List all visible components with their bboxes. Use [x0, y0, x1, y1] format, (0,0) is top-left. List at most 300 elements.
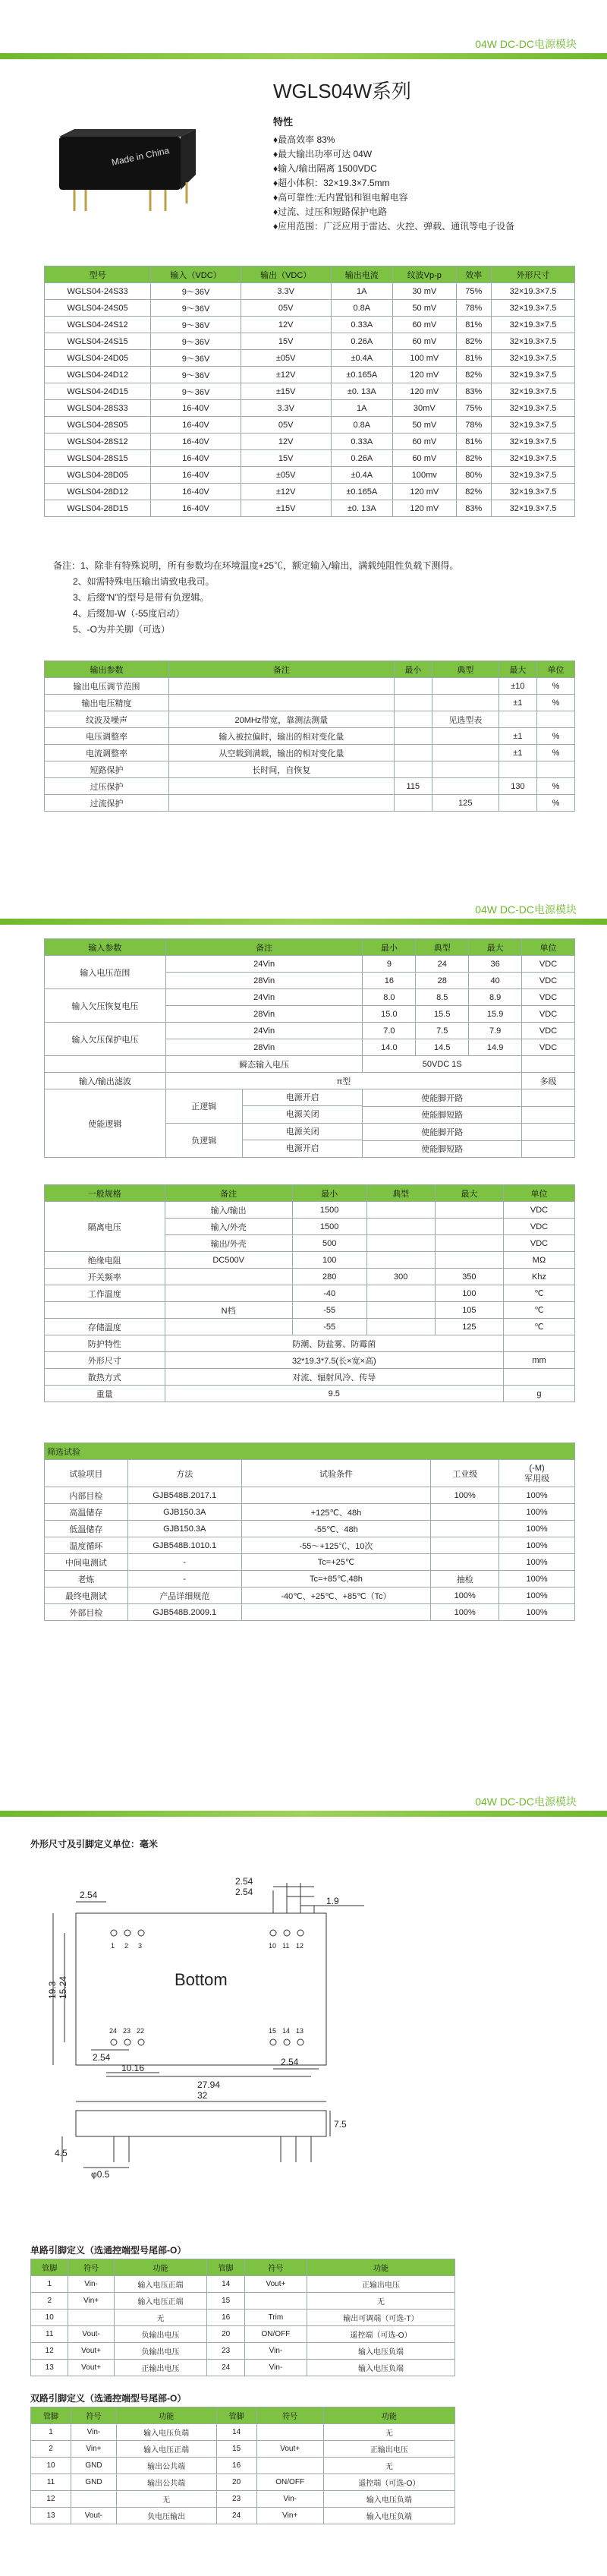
table-cell: MΩ — [503, 1252, 574, 1269]
table-row — [45, 1089, 575, 1107]
note-line: 5、-O为并关脚（可选） — [73, 624, 171, 635]
table-cell — [168, 795, 394, 812]
table-cell: 输入/输出滤波 — [45, 1073, 166, 1089]
col-header: 输入（VDC） — [151, 266, 241, 283]
table-row — [45, 383, 575, 400]
table-cell — [431, 1504, 499, 1521]
table-cell: 100% — [499, 1521, 575, 1537]
table-cell: 350 — [435, 1269, 503, 1285]
col-header: 方法 — [127, 1460, 241, 1487]
pin-number: 2 — [124, 1942, 129, 1950]
table-cell: 使能脚开路 — [363, 1089, 522, 1107]
table-cell — [165, 1089, 363, 1124]
table-row — [45, 956, 575, 973]
table-cell: 100% — [431, 1604, 499, 1621]
table-cell: 05V — [241, 300, 331, 317]
table-cell: +125℃、48h — [241, 1504, 431, 1521]
table-cell: 32×19.3×7.5 — [491, 434, 574, 450]
table-cell: 电源开启 — [243, 1089, 363, 1106]
features-title: 特性 — [273, 116, 294, 128]
col-header: 工业级 — [431, 1460, 499, 1487]
table-cell: 1A — [331, 283, 393, 300]
table-cell: GND — [71, 2458, 117, 2474]
table-cell: 24 — [416, 956, 469, 973]
table-cell: N档 — [165, 1302, 292, 1319]
table-cell: Vout+ — [256, 2441, 323, 2458]
table-cell — [432, 761, 498, 778]
table-cell: 100% — [499, 1571, 575, 1588]
table-cell: 15V — [241, 450, 331, 467]
table-cell: WGLS04-28S12 — [45, 434, 151, 450]
table-cell: GJB548B.1010.1 — [127, 1537, 241, 1554]
table-cell: ±12V — [241, 484, 331, 500]
table-title: 筛选试验 — [45, 1443, 575, 1460]
table-cell: - — [127, 1554, 241, 1571]
table-cell — [366, 1202, 435, 1219]
table-cell: π型 — [165, 1073, 521, 1089]
dim-label: 19.3 — [47, 1981, 58, 1999]
table-cell — [165, 1269, 292, 1285]
table-cell: ±1 — [498, 728, 536, 745]
table-cell: 0.33A — [331, 317, 393, 333]
table-cell: 60 mV — [393, 333, 457, 350]
table-cell: 1A — [331, 400, 393, 417]
table-cell: 300 — [366, 1269, 435, 1285]
table-cell: 无 — [307, 2293, 454, 2310]
table-cell — [432, 745, 498, 761]
features-block — [273, 114, 577, 234]
table-cell — [435, 1235, 503, 1252]
table-row — [45, 1252, 575, 1269]
table-cell: GJB548B.2009.1 — [127, 1604, 241, 1621]
table-cell: VDC — [503, 1235, 574, 1252]
table-row — [45, 761, 575, 778]
col-header: 效率 — [456, 266, 491, 283]
table-cell: 正输出电压 — [307, 2276, 454, 2293]
table-cell: 无 — [323, 2458, 454, 2474]
col-header: 纹波Vp-p — [393, 266, 457, 283]
table-cell: 见选型表 — [432, 711, 498, 728]
table-cell: 32×19.3×7.5 — [491, 400, 574, 417]
pin-number: 12 — [296, 1942, 304, 1950]
table-cell: ±12V — [241, 367, 331, 383]
table-cell: 50 mV — [393, 417, 457, 434]
table-cell: Vin+ — [68, 2293, 114, 2310]
table-cell: 使能脚短路 — [363, 1106, 522, 1124]
table-cell: 75% — [456, 283, 491, 300]
table-cell: ±0. 13A — [331, 383, 393, 400]
table-cell: 78% — [456, 417, 491, 434]
table-cell: 2 — [31, 2293, 68, 2310]
table-cell: 输入电压正端 — [114, 2276, 207, 2293]
table-cell: WGLS04-28D05 — [45, 467, 151, 484]
table-cell: 输入电压范围 — [45, 956, 166, 989]
table-cell: 32×19.3×7.5 — [491, 350, 574, 367]
table-row — [45, 989, 575, 1006]
table-cell: 82% — [456, 450, 491, 467]
table-cell — [394, 678, 432, 695]
dimension-title: 外形尺寸及引脚定义单位：毫米 — [30, 1839, 159, 1849]
table-cell: WGLS04-28S33 — [45, 400, 151, 417]
table-cell: 36 — [469, 956, 522, 973]
table-cell — [366, 1285, 435, 1302]
table-cell: 16-40V — [151, 467, 241, 484]
dim-label: 4.5 — [55, 2148, 68, 2158]
table-cell: 105 — [435, 1302, 503, 1319]
table-cell: 100% — [499, 1604, 575, 1621]
table-cell: Tc=+25℃ — [241, 1554, 431, 1571]
col-header-line: (-M) — [529, 1463, 545, 1473]
table-cell: WGLS04-24S33 — [45, 283, 151, 300]
dim-label: 1.9 — [326, 1896, 339, 1906]
table-cell: GJB150.3A — [127, 1521, 241, 1537]
table-cell: -40 — [292, 1285, 366, 1302]
table-cell: 低温储存 — [45, 1521, 128, 1537]
table-cell: % — [536, 728, 574, 745]
table-row — [45, 484, 575, 500]
table-cell: 24 — [216, 2508, 256, 2524]
table-cell: Vin- — [244, 2343, 307, 2360]
band-title: 04W DC-DC电源模块 — [475, 38, 577, 50]
table-cell: 输入电压负端 — [116, 2424, 216, 2441]
feature-item: ♦最大输出功率可达 04W — [273, 149, 373, 159]
table-cell: Vout+ — [68, 2360, 114, 2376]
table-row — [45, 1319, 575, 1335]
col-header: 试验项目 — [45, 1460, 128, 1487]
table-cell: % — [536, 678, 574, 695]
feature-item: ♦应用范围：广泛应用于雷达、火控、弹载、通讯等电子设备 — [273, 221, 515, 232]
table-cell: 120 mV — [393, 484, 457, 500]
table-row — [45, 434, 575, 450]
table-cell: -55 — [292, 1302, 366, 1319]
table-cell: Vout+ — [68, 2343, 114, 2360]
table-cell: 1500 — [292, 1219, 366, 1235]
table-cell — [165, 1285, 292, 1302]
table-cell: ON/OFF — [244, 2326, 307, 2343]
dim-label: 27.94 — [197, 2079, 221, 2090]
dim-label: 32 — [197, 2090, 208, 2101]
table-row — [45, 450, 575, 467]
table-cell: ±0.4A — [331, 467, 393, 484]
table-cell: 电压调整率 — [45, 728, 169, 745]
table-cell: 15.0 — [363, 1006, 416, 1023]
table-cell — [522, 1056, 575, 1073]
header-band — [0, 1796, 607, 1826]
table-cell: 28Vin — [165, 1039, 363, 1056]
table-cell: 9～36V — [151, 383, 241, 400]
table-cell: 500 — [292, 1235, 366, 1252]
table-row — [45, 333, 575, 350]
table-cell: 16-40V — [151, 417, 241, 434]
table-cell: 从空载到满载，输出的相对变化量 — [168, 745, 394, 761]
col-header: 最小 — [394, 661, 432, 678]
table-cell: 32×19.3×7.5 — [491, 450, 574, 467]
table-cell: WGLS04-24S12 — [45, 317, 151, 333]
col-header: 试验条件 — [241, 1460, 431, 1487]
table-cell: 120 mV — [393, 367, 457, 383]
note-line: 备注：1、除非有特殊说明，所有参数均在环境温度+25℃，额定输入/输出，满载纯阻性负载下测得。 — [53, 560, 459, 571]
table-cell: 9～36V — [151, 317, 241, 333]
table-cell: 3.3V — [241, 400, 331, 417]
table-cell: 32×19.3×7.5 — [491, 300, 574, 317]
table-cell: 开关频率 — [45, 1269, 165, 1285]
table-cell: GJB150.3A — [127, 1504, 241, 1521]
table-cell: 20 — [207, 2326, 244, 2343]
table-cell: WGLS04-24S05 — [45, 300, 151, 317]
single-pin-table — [30, 2259, 455, 2376]
table-cell — [498, 795, 536, 812]
table-cell — [256, 2458, 323, 2474]
table-cell — [256, 2424, 323, 2441]
table-row — [45, 1202, 575, 1219]
table-row — [45, 711, 575, 728]
table-cell: 12 — [31, 2491, 71, 2508]
table-cell — [168, 678, 394, 695]
col-header: 输入参数 — [45, 939, 166, 956]
note-line: 4、后缀加-W（-55度启动） — [73, 608, 185, 619]
table-cell: 14 — [216, 2424, 256, 2441]
table-cell: Vin- — [71, 2424, 117, 2441]
table-cell: Vin+ — [256, 2508, 323, 2524]
table-cell: VDC — [522, 989, 575, 1006]
pin-number: 24 — [109, 2027, 118, 2035]
table-cell: 1500 — [292, 1202, 366, 1219]
table-row — [31, 2293, 455, 2310]
table-cell: 输入电压负端 — [323, 2508, 454, 2524]
table-cell: - — [127, 1571, 241, 1588]
table-cell — [431, 1537, 499, 1554]
col-header: 符号 — [71, 2407, 117, 2424]
table-cell: 13 — [31, 2360, 68, 2376]
col-header: 管脚 — [31, 2259, 68, 2276]
table-cell: DC500V — [165, 1252, 292, 1269]
table-cell — [394, 695, 432, 711]
table-cell — [394, 761, 432, 778]
table-cell: 输入电压负端 — [307, 2360, 454, 2376]
table-cell: 温度循环 — [45, 1537, 128, 1554]
dual-pin-title: 双路引脚定义（选通控端型号尾部-O） — [30, 2393, 187, 2404]
table-cell: ±0.165A — [331, 484, 393, 500]
col-header: 输出参数 — [45, 661, 169, 678]
table-cell — [522, 1089, 575, 1107]
table-cell: 100% — [499, 1554, 575, 1571]
table-cell: 30 mV — [393, 283, 457, 300]
table-cell: 负电压输出 — [116, 2508, 216, 2524]
single-pin-title: 单路引脚定义（选通控端型号尾部-O） — [30, 2245, 187, 2256]
table-cell: 输入电压负端 — [323, 2491, 454, 2508]
table-cell: 40 — [469, 973, 522, 989]
dim-label: 10.16 — [121, 2063, 145, 2073]
table-cell: 短路保护 — [45, 761, 169, 778]
table-row — [45, 1504, 575, 1521]
table-cell — [503, 1369, 574, 1386]
notes-block — [53, 558, 458, 638]
table-row — [45, 1285, 575, 1302]
table-cell: 100mv — [393, 467, 457, 484]
table-cell: 高温储存 — [45, 1504, 128, 1521]
col-header: 管脚 — [31, 2407, 71, 2424]
col-header: 单位 — [536, 661, 574, 678]
table-cell: 16-40V — [151, 450, 241, 467]
product-image — [59, 129, 196, 220]
col-header: 备注 — [165, 1185, 292, 1202]
table-cell — [244, 2293, 307, 2310]
table-cell: 无 — [323, 2424, 454, 2441]
table-cell: 20 — [216, 2474, 256, 2491]
table-cell: 82% — [456, 367, 491, 383]
table-cell: 100 — [292, 1252, 366, 1269]
col-header: 外形尺寸 — [491, 266, 574, 283]
table-cell: 130 — [498, 778, 536, 795]
table-cell: ±0.165A — [331, 367, 393, 383]
table-cell: 120 mV — [393, 383, 457, 400]
table-cell: % — [536, 745, 574, 761]
table-cell: ±15V — [241, 383, 331, 400]
table-cell: VDC — [522, 1006, 575, 1023]
col-header: 功能 — [307, 2259, 454, 2276]
table-cell — [503, 1335, 574, 1352]
table-cell — [435, 1252, 503, 1269]
input-parameters-table — [44, 938, 575, 1158]
table-cell: 15 — [207, 2293, 244, 2310]
table-cell: 外形尺寸 — [45, 1352, 165, 1369]
table-cell: 2 — [31, 2441, 71, 2458]
table-cell: Vout+ — [244, 2276, 307, 2293]
table-row — [31, 2276, 455, 2293]
table-cell: -55 — [292, 1319, 366, 1335]
table-cell: 10 — [31, 2310, 68, 2326]
table-cell: VDC — [503, 1219, 574, 1235]
table-cell: 0.26A — [331, 333, 393, 350]
table-cell — [366, 1319, 435, 1335]
table-cell: 50 mV — [393, 300, 457, 317]
col-header: 符号 — [256, 2407, 323, 2424]
table-row — [45, 695, 575, 711]
table-cell: 14.0 — [363, 1039, 416, 1056]
table-cell: 24Vin — [165, 1023, 363, 1039]
table-cell: 115 — [394, 778, 432, 795]
dimension-drawing — [46, 1860, 440, 2179]
table-cell: ±10 — [498, 678, 536, 695]
table-cell: 78% — [456, 300, 491, 317]
table-cell: 使能脚开路 — [363, 1124, 522, 1141]
band-bar — [0, 919, 607, 925]
table-cell: 存储温度 — [45, 1319, 165, 1335]
table-cell: ±1 — [498, 745, 536, 761]
table-row — [45, 367, 575, 383]
table-cell: 瞬态输入电压 — [165, 1056, 363, 1073]
table-row — [45, 283, 575, 300]
table-cell: % — [536, 695, 574, 711]
table-cell: Vin- — [68, 2276, 114, 2293]
table-cell: 100% — [499, 1588, 575, 1604]
band-title: 04W DC-DC电源模块 — [475, 903, 577, 916]
table-row — [45, 1386, 575, 1402]
positive-logic-label: 正逻辑 — [191, 1102, 217, 1111]
table-cell — [435, 1219, 503, 1235]
table-cell — [394, 745, 432, 761]
table-cell: 10 — [31, 2458, 71, 2474]
pin-number: 14 — [282, 2027, 291, 2035]
table-cell: 80% — [456, 467, 491, 484]
table-cell: 0.26A — [331, 450, 393, 467]
table-row — [45, 1335, 575, 1352]
dim-label: 2.54 — [235, 1887, 253, 1897]
table-cell: WGLS04-24S15 — [45, 333, 151, 350]
table-cell: 60 mV — [393, 434, 457, 450]
table-cell: 9～36V — [151, 367, 241, 383]
table-row — [45, 678, 575, 695]
table-cell: g — [503, 1386, 574, 1402]
table-cell: 隔离电压 — [45, 1202, 165, 1252]
table-cell: 工作温度 — [45, 1285, 165, 1302]
table-cell — [394, 795, 432, 812]
table-cell: ON/OFF — [256, 2474, 323, 2491]
table-cell: 输出电压精度 — [45, 695, 169, 711]
table-row — [31, 2326, 455, 2343]
table-cell: 20MHz带宽，靠测法测量 — [168, 711, 394, 728]
col-header: 管脚 — [216, 2407, 256, 2424]
table-cell: 输出公共端 — [116, 2474, 216, 2491]
table-cell: 9.5 — [165, 1386, 503, 1402]
table-cell: 7.0 — [363, 1023, 416, 1039]
product-marking: Made in China — [110, 145, 171, 168]
table-cell: 12V — [241, 434, 331, 450]
table-cell: 125 — [435, 1319, 503, 1335]
table-row — [45, 417, 575, 434]
table-cell — [394, 711, 432, 728]
output-parameters-table — [44, 661, 575, 812]
col-header: 典型 — [432, 661, 498, 678]
table-cell — [366, 1302, 435, 1319]
table-cell: 9～36V — [151, 333, 241, 350]
table-cell: 1 — [31, 2424, 71, 2441]
header-band — [0, 903, 607, 934]
col-header: 功能 — [114, 2259, 207, 2276]
col-header: 功能 — [116, 2407, 216, 2424]
table-cell: Khz — [503, 1269, 574, 1285]
table-cell: % — [536, 778, 574, 795]
table-row — [31, 2491, 455, 2508]
table-cell — [45, 1056, 166, 1073]
pin-number: 23 — [123, 2027, 131, 2035]
table-cell: 32×19.3×7.5 — [491, 484, 574, 500]
table-cell — [431, 1521, 499, 1537]
table-cell: 75% — [456, 400, 491, 417]
col-header: 一般规格 — [45, 1185, 165, 1202]
table-row — [31, 2458, 455, 2474]
table-cell: 遥控端（可选-O） — [307, 2326, 454, 2343]
table-cell: 16-40V — [151, 500, 241, 517]
table-cell: 12 — [31, 2343, 68, 2360]
table-cell: WGLS04-24D12 — [45, 367, 151, 383]
table-cell: 32×19.3×7.5 — [491, 467, 574, 484]
table-cell: 100% — [499, 1537, 575, 1554]
table-row — [45, 1056, 575, 1073]
table-cell: 散热方式 — [45, 1369, 165, 1386]
table-cell: 输入电压正端 — [114, 2293, 207, 2310]
negative-logic-label: 负逻辑 — [191, 1137, 217, 1146]
band-bar — [0, 53, 607, 59]
col-header: 典型 — [366, 1185, 435, 1202]
table-cell: 输出电压调节范围 — [45, 678, 169, 695]
table-cell — [168, 695, 394, 711]
col-header: 输出（VDC） — [241, 266, 331, 283]
table-cell: WGLS04-28S05 — [45, 417, 151, 434]
table-row — [31, 2343, 455, 2360]
note-line: 2、如需特殊电压输出请致电我司。 — [73, 576, 215, 587]
table-cell: 输入欠压保护电压 — [45, 1023, 166, 1056]
